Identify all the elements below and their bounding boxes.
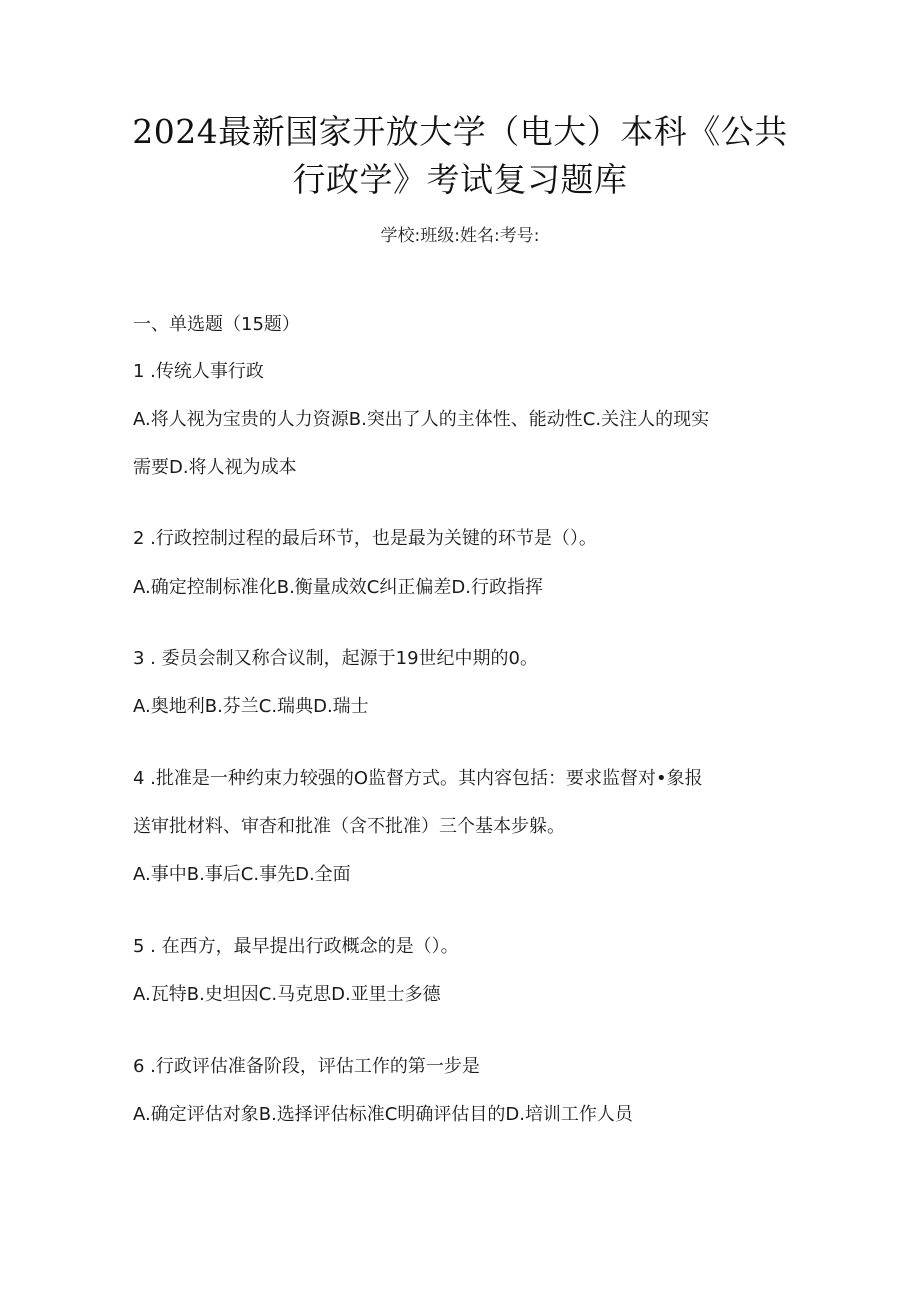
question-4-stem-line-1: 4 .批准是一种约束力较强的O监督方式。其内容包括：要求监督对•象报 bbox=[133, 768, 703, 789]
question-1-options-line-1: A.将人视为宝贵的人力资源B.突出了人的主体性、能动性C.关注人的现实 bbox=[133, 409, 710, 430]
question-6-options: A.确定评估对象B.选择评估标准C明确评估目的D.培训工作人员 bbox=[133, 1104, 633, 1125]
document-title-line-1: 2024最新国家开放大学（电大）本科《公共 bbox=[132, 112, 788, 151]
document-title-line-2: 行政学》考试复习题库 bbox=[292, 160, 628, 199]
question-2-stem: 2 .行政控制过程的最后环节，也是最为关键的环节是（）。 bbox=[133, 528, 597, 549]
question-6-stem: 6 .行政评估准备阶段，评估工作的第一步是 bbox=[133, 1056, 480, 1077]
student-info-line: 学校:班级:姓名:考号: bbox=[380, 226, 540, 246]
question-1-stem: 1 .传统人事行政 bbox=[133, 361, 264, 382]
question-5-stem: 5 . 在西方，最早提出行政概念的是（）。 bbox=[133, 936, 459, 957]
question-4-options: A.事中B.事后C.事先D.全面 bbox=[133, 864, 351, 885]
question-4-stem-line-2: 送审批材料、审杳和批准（含不批准）三个基本步躲。 bbox=[133, 816, 565, 837]
question-2-options: A.确定控制标准化B.衡量成效C纠正偏差D.行政指挥 bbox=[133, 577, 543, 598]
section-heading: 一、单选题（15题） bbox=[133, 314, 300, 335]
question-5-options: A.瓦特B.史坦因C.马克思D.亚里士多德 bbox=[133, 984, 441, 1005]
question-3-stem: 3 . 委员会制又称合议制，起源于19世纪中期的0。 bbox=[133, 648, 538, 669]
question-3-options: A.奥地利B.芬兰C.瑞典D.瑞士 bbox=[133, 696, 369, 717]
question-1-options-line-2: 需要D.将人视为成本 bbox=[133, 457, 297, 478]
